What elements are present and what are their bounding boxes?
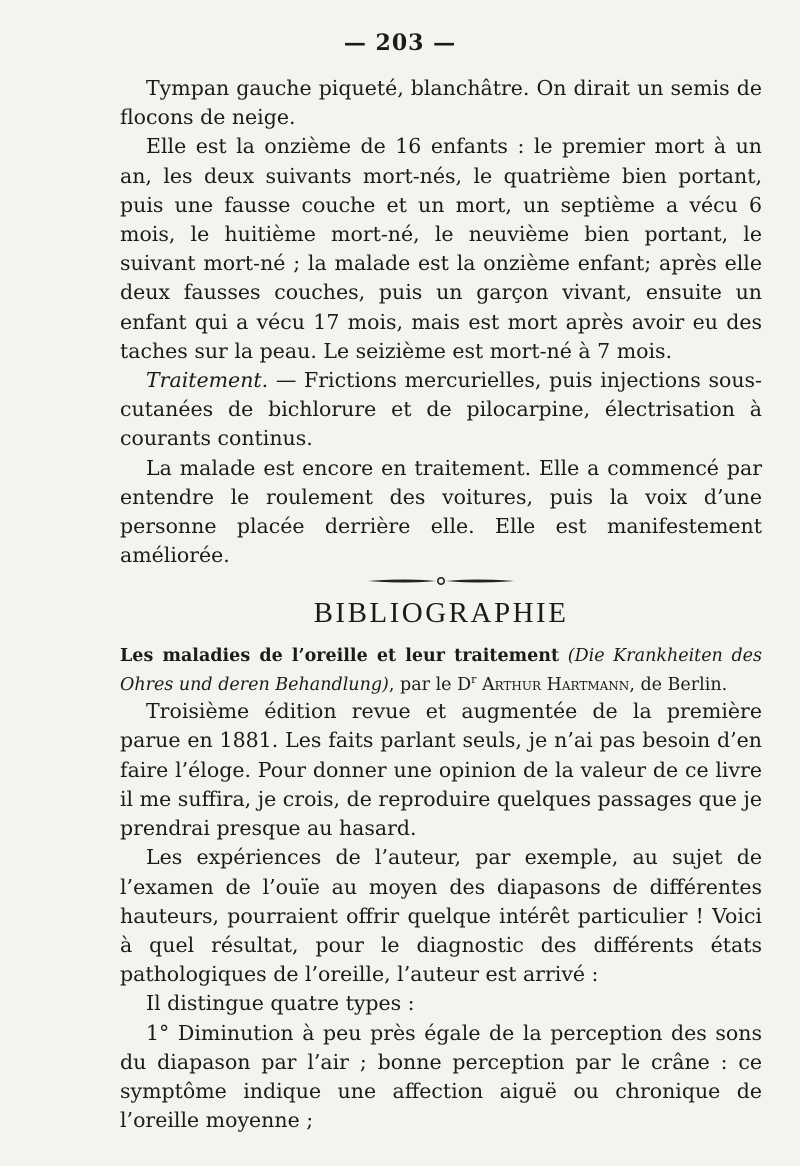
section-title: BIBLIOGRAPHIE <box>313 597 569 630</box>
paragraph: La malade est encore en traitement. Elle a commencé par entendre le roulement des voitures, puis la voix d’une personne placée derrière elle. Elle est manifestement améliorée. <box>120 455 762 568</box>
treatment-paragraph <box>120 366 762 454</box>
reference-dr: D <box>457 675 472 696</box>
treatment-text: — Frictions mercurielles, puis injections sous-cutanées de bichlorure et de pilocarpine, électrisation à courants continus. <box>120 368 762 451</box>
treatment-label: Traitement. <box>146 368 269 393</box>
page-body <box>120 74 762 1135</box>
bibliography-reference <box>120 644 762 697</box>
paragraph: Elle est la onzième de 16 enfants : le premier mort à un an, les deux suivants mort-nés, le quatrième bien portant, puis une fausse couche et un mort, un septième a vécu 6 mois, le huitième mort-né, le neuvième bien portant, le suivant mort-né ; la malade est la onzième enfant; après elle deux fausses couches, puis un garçon vivant, ensuite un enfant qui a vécu 17 mois, mais est mort après avoir eu des taches sur la peau. Le seizième est mort-né à 7 mois. <box>120 134 762 363</box>
paragraph: Il distingue quatre types : <box>146 991 415 1016</box>
ornament-divider <box>366 576 516 586</box>
reference-german-title: (Die Krankheiten des Ohres und deren Behandlung) <box>120 646 762 696</box>
reference-dr-sup: r <box>471 673 477 687</box>
reference-place: , de Berlin. <box>629 675 728 696</box>
paragraph: Les expériences de l’auteur, par exemple, au sujet de l’examen de l’ouïe au moyen des diapasons de différentes hauteurs, pourraient offrir quelque intérêt particulier ! Voici à quel résultat, pour le diagnostic des différents états pathologiques de l’oreille, l’auteur est arrivé : <box>120 845 762 987</box>
paragraph: Troisième édition revue et augmentée de la première parue en 1881. Les faits parlant seuls, je n’ai pas besoin d’en faire l’éloge. Pour donner une opinion de la valeur de ce livre il me suffira, je crois, de reproduire quelques passages que je prendrai presque au hasard. <box>120 699 762 841</box>
paragraph: 1° Diminution à peu près égale de la perception des sons du diapason par l’air ; bonne perception par le crâne : ce symptôme indique une affection aiguë ou chronique de l’oreille moyenne ; <box>120 1020 762 1133</box>
reference-author: Arthur Hartmann <box>476 675 630 696</box>
reference-by: , par le <box>388 675 458 696</box>
page-number: — 203 — <box>343 30 457 56</box>
paragraph: Tympan gauche piqueté, blanchâtre. On dirait un semis de flocons de neige. <box>120 76 762 130</box>
reference-title: Les maladies de l’oreille et leur traitement <box>120 646 560 667</box>
